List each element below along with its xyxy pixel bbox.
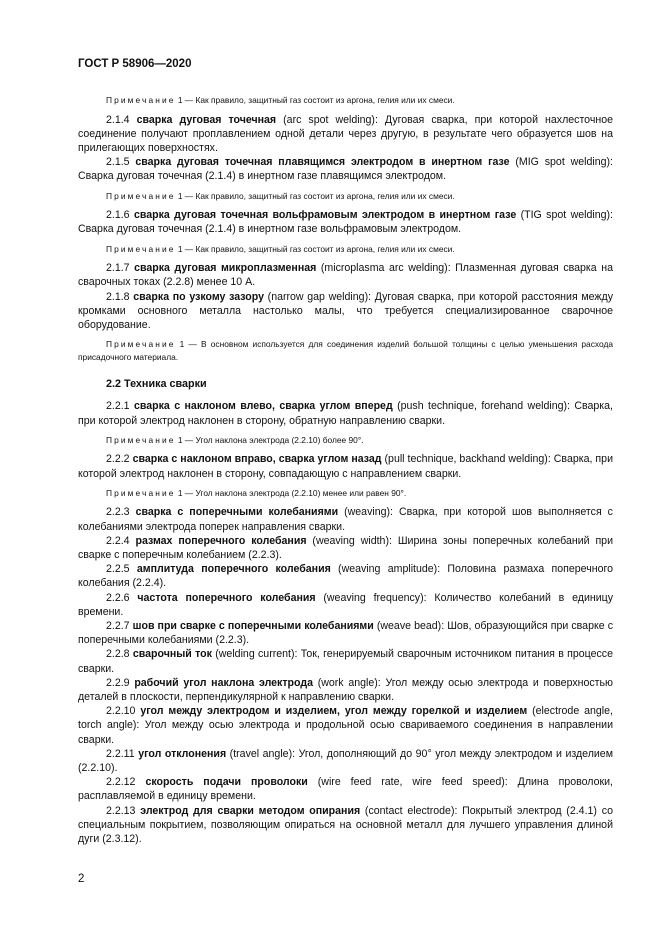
entry-definition: (electrode angle, torch angle): Угол между осью электрода и продольной осью свариваемого соединения в направлении сварки. <box>78 705 613 746</box>
entry-number: 2.2.10 <box>106 705 136 718</box>
entry-number: 2.2.5 <box>106 563 130 576</box>
note-label: Примечание <box>106 487 176 498</box>
entry-term: сварка с наклоном вправо, сварка углом назад <box>132 453 382 466</box>
entry-term: рабочий угол наклона электрода <box>134 676 313 689</box>
entry-definition: (MIG spot welding): Сварка дуговая точечная (2.1.4) в инертном газе плавящимся электродом. <box>78 156 613 183</box>
entry-number: 2.1.4 <box>106 113 130 126</box>
entry-number: 2.2.1 <box>106 400 130 413</box>
entry-2-2-11 <box>78 747 613 775</box>
entry-definition: (wire feed rate, wire feed speed): Длина проволоки, расплавляемой в единицу времени. <box>78 776 613 803</box>
entry-2-1-7 <box>78 261 613 289</box>
entry-number: 2.2.3 <box>106 506 130 519</box>
entry-term: угол отклонения <box>138 747 227 760</box>
note-text: 1 — Как правило, защитный газ состоит из аргона, гелия или их смеси. <box>177 95 455 105</box>
note-2-2-2 <box>78 487 613 500</box>
entry-term: скорость подачи проволоки <box>145 776 308 789</box>
entry-term: угол между электродом и изделием, угол между горелкой и изделием <box>140 705 528 718</box>
entry-definition: (weaving): Сварка, при которой шов выполняется с колебаниями электрода поперек направления сварки. <box>78 506 613 533</box>
entry-term: частота поперечного колебания <box>137 591 316 604</box>
entry-2-1-5 <box>78 155 613 183</box>
note-text: 1 — Угол наклона электрода (2.2.10) более 90°. <box>177 434 364 445</box>
entry-2-2-7 <box>78 619 613 647</box>
entry-2-2-12 <box>78 775 613 803</box>
entry-2-2-4 <box>78 534 613 562</box>
note-label: Примечание <box>106 95 176 105</box>
section-heading-2-2: 2.2 Техника сварки <box>106 378 207 391</box>
entry-definition: (weaving frequency): Количество колебаний в единицу времени. <box>78 591 614 618</box>
note-text: 1 — Как правило, защитный газ состоит из аргона, гелия или их смеси. <box>177 190 455 201</box>
entry-definition: (pull technique, backhand welding): Сварка, при которой электрод наклонен в сторону, совпадающую с направлением сварки. <box>78 453 613 480</box>
note-2-1-6 <box>78 243 613 256</box>
entry-2-2-10 <box>78 704 613 747</box>
entry-2-2-2 <box>78 452 613 480</box>
entry-definition: (narrow gap welding): Дуговая сварка, при которой расстояния между кромками основного металла настолько малы, что требуется специализированное сварочное оборудование. <box>78 290 613 332</box>
entry-2-1-8 <box>78 290 613 333</box>
entry-term: сварка дуговая точечная <box>136 113 277 126</box>
entry-term: сварка дуговая точечная вольфрамовым электродом в инертном газе <box>133 209 517 222</box>
entry-term: размах поперечного колебания <box>135 534 307 547</box>
note-2-1-5 <box>78 190 613 203</box>
entry-definition: (push technique, forehand welding): Сварка, при которой электрод наклонен в сторону, обратную направлению сварки. <box>78 400 614 427</box>
note-label: Примечание <box>106 243 176 254</box>
entry-2-1-4 <box>78 113 613 156</box>
entry-2-2-6 <box>78 591 613 619</box>
entry-term: сварка с поперечными колебаниями <box>135 506 339 519</box>
entry-definition: (weaving width): Ширина зоны поперечных колебаний при сварке с поперечным колебанием (2.2.3). <box>78 534 613 562</box>
entry-2-2-13 <box>78 804 613 847</box>
entry-number: 2.2.11 <box>106 747 135 760</box>
note-label: Примечание <box>106 190 176 201</box>
entry-number: 2.1.7 <box>106 262 130 275</box>
entry-number: 2.2.2 <box>106 453 130 466</box>
entry-number: 2.2.12 <box>106 776 136 789</box>
entry-number: 2.2.13 <box>106 804 136 817</box>
entry-term: сварка по узкому зазору <box>133 290 264 303</box>
entry-2-1-6 <box>78 208 613 236</box>
entry-2-2-5 <box>78 562 613 590</box>
note-label: Примечание <box>106 339 176 350</box>
entry-number: 2.2.7 <box>106 620 130 633</box>
entry-definition: (weaving amplitude): Половина размаха поперечного колебания (2.2.4). <box>78 563 613 590</box>
entry-definition: (contact electrode): Покрытый электрод (2.4.1) со специальным покрытием, позволяющим опираться на основной металл для лучшего управления длиной дуги (2.3.12). <box>78 804 613 846</box>
entry-definition: (weave bead): Шов, образующийся при сварке с поперечными колебаниями (2.2.3). <box>78 620 613 647</box>
entry-term: амплитуда поперечного колебания <box>136 563 331 576</box>
entry-2-2-1 <box>78 399 613 427</box>
entry-definition: (travel angle): Угол, дополняющий до 90° угол между электродом и изделием (2.2.10). <box>78 747 613 775</box>
note-2-2-1 <box>78 434 613 447</box>
entry-number: 2.1.8 <box>106 290 130 303</box>
note-2-1-8 <box>78 338 613 363</box>
note-text: 1 — Угол наклона электрода (2.2.10) менее или равен 90°. <box>177 487 407 498</box>
note-2-1-3 <box>78 94 613 107</box>
entry-2-2-9 <box>78 676 613 704</box>
entry-number: 2.2.4 <box>106 534 130 547</box>
entry-definition: (TIG spot welding): Сварка дуговая точечная (2.1.4) в инертном газе вольфрамовым электродом. <box>78 209 613 236</box>
page-number: 2 <box>78 873 85 885</box>
entry-term: сварка дуговая микроплазменная <box>134 262 317 275</box>
standard-header: ГОСТ Р 58906—2020 <box>78 58 192 70</box>
entry-number: 2.2.8 <box>106 648 130 661</box>
entry-2-2-8 <box>78 647 613 675</box>
entry-definition: (arc spot welding): Дуговая сварка, при которой нахлесточное соединение получают проплавлением одной детали через другую, в результате чего образуется шов на прилегающих поверхностях. <box>78 113 613 154</box>
note-label: Примечание <box>106 434 176 445</box>
entry-number: 2.2.9 <box>106 676 130 689</box>
entry-definition: (welding current): Ток, генерируемый сварочным источником питания в процессе сварки. <box>78 648 613 675</box>
entry-term: сварочный ток <box>132 648 212 661</box>
entry-number: 2.1.5 <box>106 156 130 169</box>
entry-number: 2.2.6 <box>106 591 130 604</box>
entry-term: сварка с наклоном влево, сварка углом вперед <box>133 400 393 413</box>
entry-number: 2.1.6 <box>106 209 130 222</box>
note-text: 1 — В основном используется для соединения изделий большой толщины с целью уменьшения расхода присадочного материала. <box>78 339 614 362</box>
entry-definition: (microplasma arc welding): Плазменная дуговая сварка на сварочных токах (2.2.8) менее 10 А. <box>78 262 613 289</box>
entry-2-2-3 <box>78 505 613 533</box>
entry-term: сварка дуговая точечная плавящимся электродом в инертном газе <box>135 156 510 169</box>
entry-term: электрод для сварки методом опирания <box>140 804 361 817</box>
note-text: 1 — Как правило, защитный газ состоит из аргона, гелия или их смеси. <box>177 243 455 254</box>
entry-definition: (work angle): Угол между осью электрода и поверхностью деталей в плоскости, перпендикулярной к направлению сварки. <box>78 676 613 704</box>
page-content <box>78 94 613 846</box>
entry-term: шов при сварке с поперечными колебаниями <box>132 620 374 633</box>
